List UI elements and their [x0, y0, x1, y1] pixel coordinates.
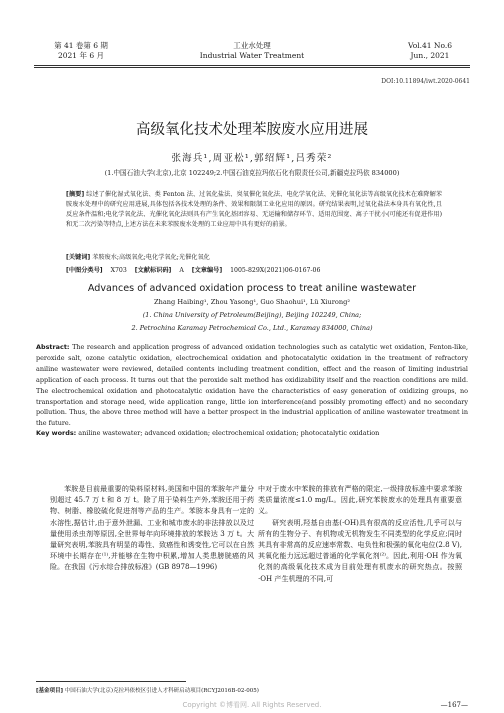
doc-code-label: [文献标识码]: [134, 267, 172, 274]
body-column-left: [50, 483, 254, 573]
body-paragraph: 苯胺是目前最重要的染料原材料,美国和中国的苯胺年产量分别超过 45.7 万 t 和 8 万 t。除了用于染料生产外,苯胺还用于药物、树脂、橡胶硫化促进剂等产品的生产。苯胺本身具有一定的水溶性,据估计,由于意外泄漏、工业和城市废水的非法排放以及过量使用杀虫剂等原因,全世界每年向环境排放的苯胺达 3 万 t。大量研究表明,苯胺具有明显的毒性、致癌性和诱变性,它可以在自然环境中长期存在⁽¹⁾,并能够在生物中积累,增加人类患膀胱癌的风险。在我国《污水综合排放标准》(GB 8978—1996): [50, 484, 254, 572]
body-column-right: [258, 483, 462, 584]
abstract-cn: [66, 190, 442, 230]
funding-note: [36, 686, 436, 694]
clc-label: [中图分类号]: [66, 267, 103, 274]
header-rule-top: [34, 65, 470, 66]
doi[interactable]: DOI:10.11894/iwt.2020-0641: [381, 78, 470, 85]
affiliation-en-2: 2. Petrochina Karamay Petrochemical Co., Ltd., Karamay 834000, China): [131, 324, 373, 332]
abstract-cn-text: 综述了催化湿式氧化法、类 Fenton 法、过氧化盐法、臭氧催化氧化法、电化学氧化法、光催化氧化法等高级氧化技术在难降解苯胺废水处理中的研究应用进展,具体包括各技术处理的条件、效果和限制工业化应用的原因。研究结果表明,过氧化盐法本身具有氧化性,且反应条件温和;电化学氧化法、光催化氧化法则具有产生氧化基团容易、无运输和储存环节、适用范围宽、离子干扰小(可能还有促进作用)和无二次污染等特点,上述方法在未来苯胺废水处理的工业应用中具有更好的前景。: [66, 191, 443, 228]
header-journal-en: Industrial Water Treatment: [199, 51, 305, 60]
body-paragraph: 中对于废水中苯胺的排放有严格的限定,一级排放标准中要求苯胺类质量浓度≤1.0 mg/L。因此,研究苯胺废水的处理具有重要意义。: [258, 484, 462, 516]
page-number: —167—: [440, 701, 468, 709]
paper-title-en: Advances of advanced oxidation process to treat aniline wastewater: [87, 283, 417, 294]
body-paragraph: 研究表明,羟基自由基(·OH)具有很高的反应活性,几乎可以与所有的生物分子、有机物或无机物发生不同类型的化学反应;同时其具有非常高的反应速率常数、电负性和极强的氧化电位(2.8 V),其氧化能力远远超过普通的化学氧化剂⁽²⁾。因此,利用·OH 作为氧化剂的高级氧化技术成为目前处理有机废水的研究热点。按照·OH 产生机理的不同,可: [258, 517, 462, 583]
keywords-en: [36, 429, 468, 437]
keywords-cn-label: [关键词]: [66, 254, 91, 261]
authors-cn: 张海兵¹,周亚松¹,郭绍辉¹,吕秀荣²: [171, 153, 333, 164]
abstract-en: [36, 342, 468, 429]
article-number-value: 1005-829X(2021)06-0167-06: [230, 267, 321, 274]
keywords-cn-text: 苯胺废水;高级氧化;电化学氧化;光催化氧化: [92, 254, 210, 261]
clc-value: X703: [110, 267, 127, 274]
header-date-cn: 2021 年 6 月: [57, 51, 104, 60]
abstract-cn-label: [摘要]: [66, 191, 85, 198]
paper-title-cn: 高级氧化技术处理苯胺废水应用进展: [136, 122, 368, 138]
header-journal-block: [190, 41, 314, 61]
affiliation-cn: (1.中国石油大学(北京),北京 102249;2.中国石油克拉玛依石化有限责任公司,新疆克拉玛依 834000): [104, 169, 400, 177]
header-volume-cn: 第 41 卷第 6 期: [54, 41, 108, 50]
keywords-en-label: Key words:: [36, 429, 77, 437]
header-rule-bottom: [34, 67, 470, 68]
abstract-en-label: Abstract:: [36, 343, 70, 351]
funding-label: [基金项目]: [36, 688, 64, 694]
header-volume-en-block: [392, 41, 468, 61]
affiliation-en-1: (1. China University of Petroleum(Beijing), Beijing 102249, China;: [142, 311, 362, 319]
footnote-rule: [36, 681, 186, 682]
header-date-en: Jun., 2021: [410, 51, 450, 60]
keywords-cn: [66, 252, 442, 261]
abstract-en-text: The research and application progress of advanced oxidation technologies such as catalytic wet oxidation, Fenton-like, peroxide salt, ozone catalytic oxidation, electrochemical oxidation and photocatalytic oxidation in the treatment of refractory aniline wastewater were reviewed, detailed contents including treatment condition, effect and the reason of limiting industrial application of each process. It turns out that the peroxide salt method has oxidizability itself and the reaction conditions are mild. The electrochemical oxidation and photocatalytic oxidation have the characteristics of easy generation of oxidizing groups, no transportation and storage need, wide application range, little ion interference(and possibly promoting effect) and no secondary pollution. Thus, the above three method will have a better prospect in the industrial application of aniline wastewater treatment in the future.: [36, 343, 469, 428]
keywords-en-text: aniline wastewater; advanced oxidation; electrochemical oxidation; photocatalytic oxidation: [78, 429, 380, 437]
classification-line: [66, 265, 442, 274]
copyright-watermark: Copyright ©博看网. All Rights Reserved.: [182, 701, 322, 709]
article-number-label: [文章编号]: [191, 267, 223, 274]
header-volume-en: Vol.41 No.6: [407, 41, 453, 50]
doc-code-value: A: [179, 267, 184, 274]
authors-en: Zhang Haibing¹, Zhou Yasong¹, Guo Shaohui¹, Lü Xiurong²: [154, 298, 350, 306]
funding-text: 中国石油大学(北京)克拉玛依校区引进人才科研启动项目(RCYJ2016B-02-005): [64, 688, 259, 694]
header-journal-cn: 工业水处理: [233, 41, 271, 50]
header-volume-block: [36, 41, 126, 61]
